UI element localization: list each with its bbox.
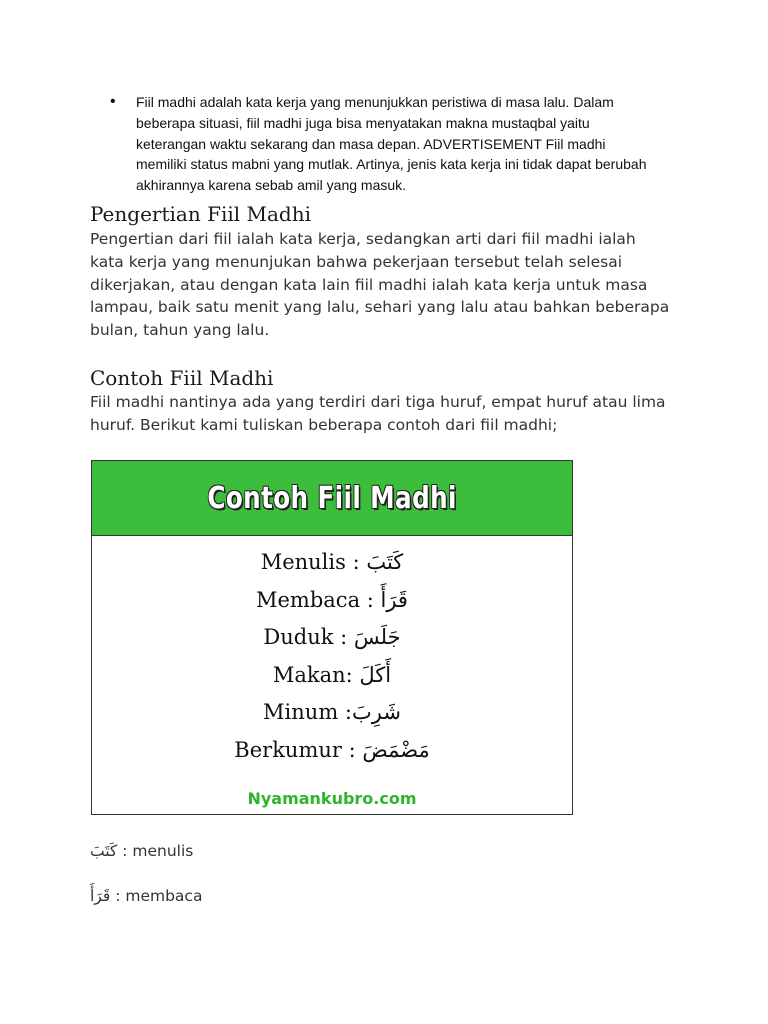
figure-row-duduk: Duduk : جَلَسَ	[263, 625, 401, 649]
figure-row-menulis: Menulis : كَتَبَ	[260, 550, 404, 574]
example-line-membaca: قَرَأَ : membaca	[90, 887, 203, 905]
intro-bullet-item	[110, 92, 650, 196]
bullet-dot: •	[110, 93, 116, 110]
example-line-menulis: كَتَبَ : menulis	[90, 842, 194, 860]
figure-row-berkumur: Berkumur : مَضْمَضَ	[234, 737, 430, 762]
figure-title: Contoh Fiil Madhi	[207, 480, 457, 516]
figure-header	[92, 461, 572, 536]
section-heading-contoh: Contoh Fiil Madhi	[90, 366, 274, 390]
contoh-fiil-madhi-image	[91, 460, 573, 815]
figure-row-makan: Makan: أَكَلَ	[272, 662, 392, 687]
section-body-contoh: Fiil madhi nantinya ada yang terdiri dari tiga huruf, empat huruf atau lima huruf. Berikut kami tuliskan beberapa contoh dari fiil madhi;	[90, 393, 666, 434]
section-body-pengertian: Pengertian dari fiil ialah kata kerja, sedangkan arti dari fiil madhi ialah kata kerja yang menunjukan bahwa pekerjaan tersebut telah selesai dikerjakan, atau dengan kata lain fiil madhi ialah kata kerja untuk masa lampau, baik satu menit yang lalu, sehari yang lalu atau bahkan beberapa bulan, tahun yang lalu.	[90, 230, 670, 340]
section-heading-pengertian: Pengertian Fiil Madhi	[90, 202, 311, 226]
figure-brand-watermark: Nyamankubro.com	[247, 789, 417, 808]
figure-row-membaca: Membaca : قَرَأَ	[256, 587, 408, 612]
intro-bullet-text: Fiil madhi adalah kata kerja yang menunjukkan peristiwa di masa lalu. Dalam beberapa situasi, fiil madhi juga bisa menyatakan makna mustaqbal yaitu keterangan waktu sekarang dan masa depan. ADVERTISEMENT Fiil madhi memiliki status mabni yang mutlak. Artinya, jenis kata kerja ini tidak dapat berubah akhirannya karena sebab amil yang masuk.	[136, 94, 647, 194]
figure-row-minum: Minum :شَرِبَ	[263, 700, 401, 724]
intro-bullet-list	[110, 92, 650, 196]
figure-word-list	[92, 536, 572, 769]
